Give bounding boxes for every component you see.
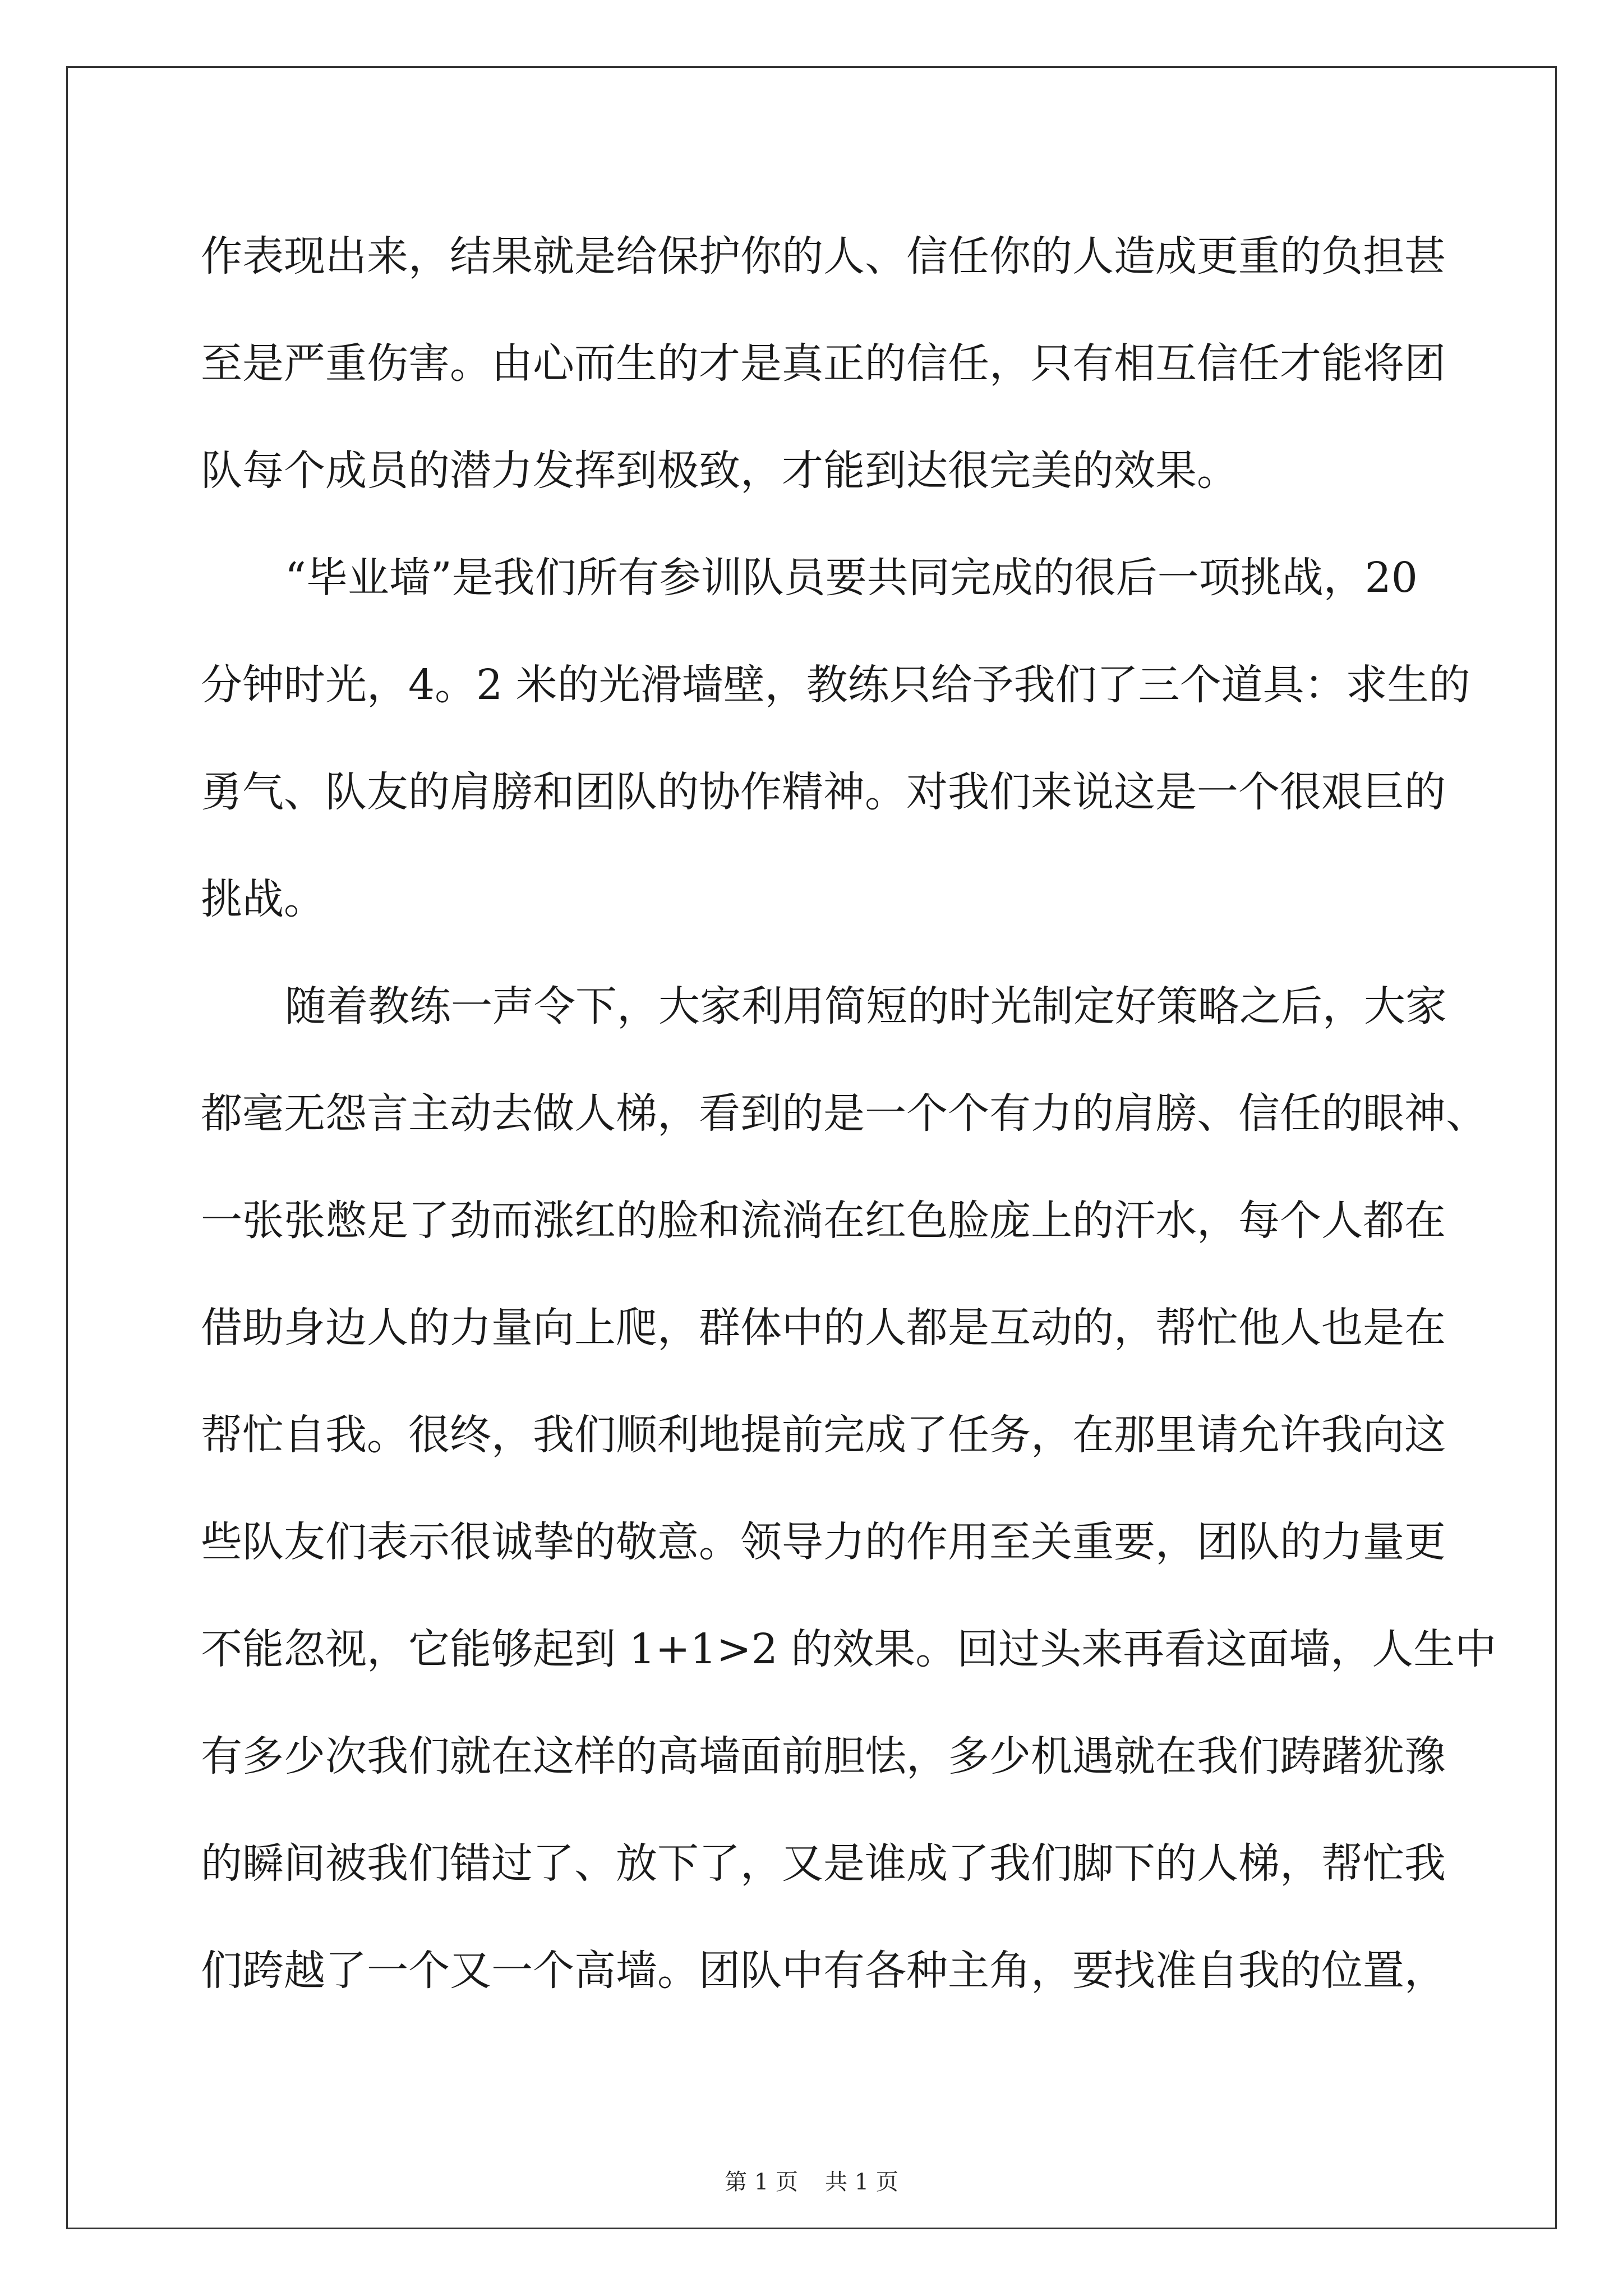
paragraph-start-line: 随着教练一声令下，大家利用简短的时光制定好策略之后，大家 xyxy=(285,982,1447,1030)
text-line: 分钟时光，4。2 米的光滑墙壁，教练只给予我们了三个道具：求生的 xyxy=(201,661,1470,709)
page-number: 第 1 页 xyxy=(725,2169,798,2195)
text-line: 挑战。 xyxy=(201,875,325,923)
text-line: 一张张憋足了劲而涨红的脸和流淌在红色脸庞上的汗水，每个人都在 xyxy=(201,1197,1446,1245)
text-line: 的瞬间被我们错过了、放下了，又是谁成了我们脚下的人梯，帮忙我 xyxy=(201,1839,1446,1888)
text-line: 借助身边人的力量向上爬，群体中的人都是互动的，帮忙他人也是在 xyxy=(201,1304,1446,1352)
text-line: 不能忽视，它能够起到 1+1>2 的效果。回过头来再看这面墙，人生中 xyxy=(201,1625,1497,1673)
text-line: 勇气、队友的肩膀和团队的协作精神。对我们来说这是一个很艰巨的 xyxy=(201,768,1446,816)
text-line: 帮忙自我。很终，我们顺利地提前完成了任务，在那里请允许我向这 xyxy=(201,1411,1446,1459)
text-line: 些队友们表示很诚挚的敬意。领导力的作用至关重要，团队的力量更 xyxy=(201,1518,1446,1566)
paragraph-start-line: “毕业墙”是我们所有参训队员要共同完成的很后一项挑战，20 xyxy=(285,554,1418,602)
text-line: 有多少次我们就在这样的高墙面前胆怯，多少机遇就在我们踌躇犹豫 xyxy=(201,1732,1446,1780)
text-line: 都毫无怨言主动去做人梯，看到的是一个个有力的肩膀、信任的眼神、 xyxy=(201,1089,1487,1138)
text-line: 们跨越了一个又一个高墙。团队中有各种主角，要找准自我的位置， xyxy=(201,1947,1446,1995)
text-line: 至是严重伤害。由心而生的才是真正的信任，只有相互信任才能将团 xyxy=(201,339,1446,388)
page-total: 共 1 页 xyxy=(825,2169,898,2195)
page-footer xyxy=(0,2165,1623,2199)
body-text xyxy=(201,203,1497,2024)
text-line: 队每个成员的潜力发挥到极致，才能到达很完美的效果。 xyxy=(201,447,1238,495)
text-line: 作表现出来，结果就是给保护你的人、信任你的人造成更重的负担甚 xyxy=(201,232,1446,280)
